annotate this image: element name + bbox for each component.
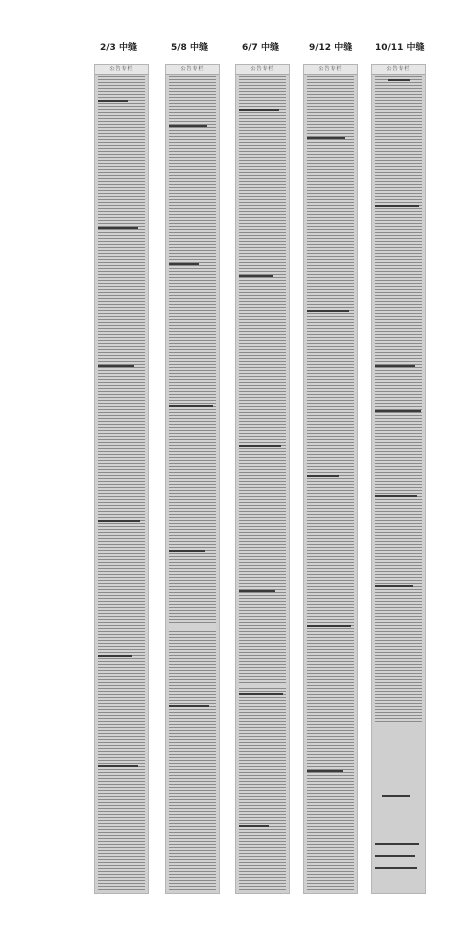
strip-header: 公告专栏 (95, 65, 148, 75)
strip-gap (169, 625, 216, 629)
column-label-10-11: 10/11 中缝 (375, 43, 425, 53)
strip-header: 公告专栏 (166, 65, 219, 75)
strip-heading-line (169, 405, 213, 407)
strip-heading-line (169, 705, 209, 707)
strip-heading-line (307, 137, 345, 139)
strip-heading-line (375, 410, 421, 412)
strip-heading-line (98, 765, 138, 767)
strip-heading-line (382, 795, 410, 797)
strip-gap (239, 683, 286, 687)
strip-text-block (375, 76, 422, 723)
strip-heading-line (239, 445, 281, 447)
strip-heading-line (375, 855, 415, 857)
strip-heading-line (375, 205, 419, 207)
strip-heading-line (98, 227, 138, 229)
strip-heading-line (239, 693, 283, 695)
strip-heading-line (375, 495, 417, 497)
strip-header: 公告专栏 (372, 65, 425, 75)
notice-strip-5-8 (165, 64, 220, 894)
column-label-9-12: 9/12 中缝 (309, 43, 353, 53)
strip-heading-line (375, 867, 417, 869)
strip-heading-line (169, 263, 199, 265)
strip-text-block (169, 76, 216, 890)
strip-heading-line (375, 585, 413, 587)
column-label-2-3: 2/3 中缝 (100, 43, 137, 53)
strip-heading-line (239, 275, 273, 277)
strip-heading-line (375, 365, 415, 367)
strip-header: 公告专栏 (236, 65, 289, 75)
column-label-5-8: 5/8 中缝 (171, 43, 208, 53)
strip-heading-line (98, 365, 134, 367)
strip-heading-line (239, 590, 275, 592)
notice-strip-9-12 (303, 64, 358, 894)
strip-heading-line (239, 825, 269, 827)
notice-strip-6-7 (235, 64, 290, 894)
strip-heading-line (307, 770, 343, 772)
strip-text-block (98, 76, 145, 890)
strip-heading-line (169, 125, 207, 127)
strip-header: 公告专栏 (304, 65, 357, 75)
strip-heading-line (388, 79, 410, 81)
strip-heading-line (98, 100, 128, 102)
strip-heading-line (169, 550, 205, 552)
strip-text-block (307, 76, 354, 890)
strip-heading-line (98, 655, 132, 657)
column-label-6-7: 6/7 中缝 (242, 43, 279, 53)
strip-heading-line (239, 109, 279, 111)
strip-text-block (239, 76, 286, 890)
strip-heading-line (307, 625, 351, 627)
notice-strip-2-3 (94, 64, 149, 894)
notice-strip-10-11 (371, 64, 426, 894)
strip-heading-line (307, 310, 349, 312)
strip-heading-line (307, 475, 339, 477)
strip-heading-line (375, 843, 419, 845)
strip-heading-line (98, 520, 140, 522)
